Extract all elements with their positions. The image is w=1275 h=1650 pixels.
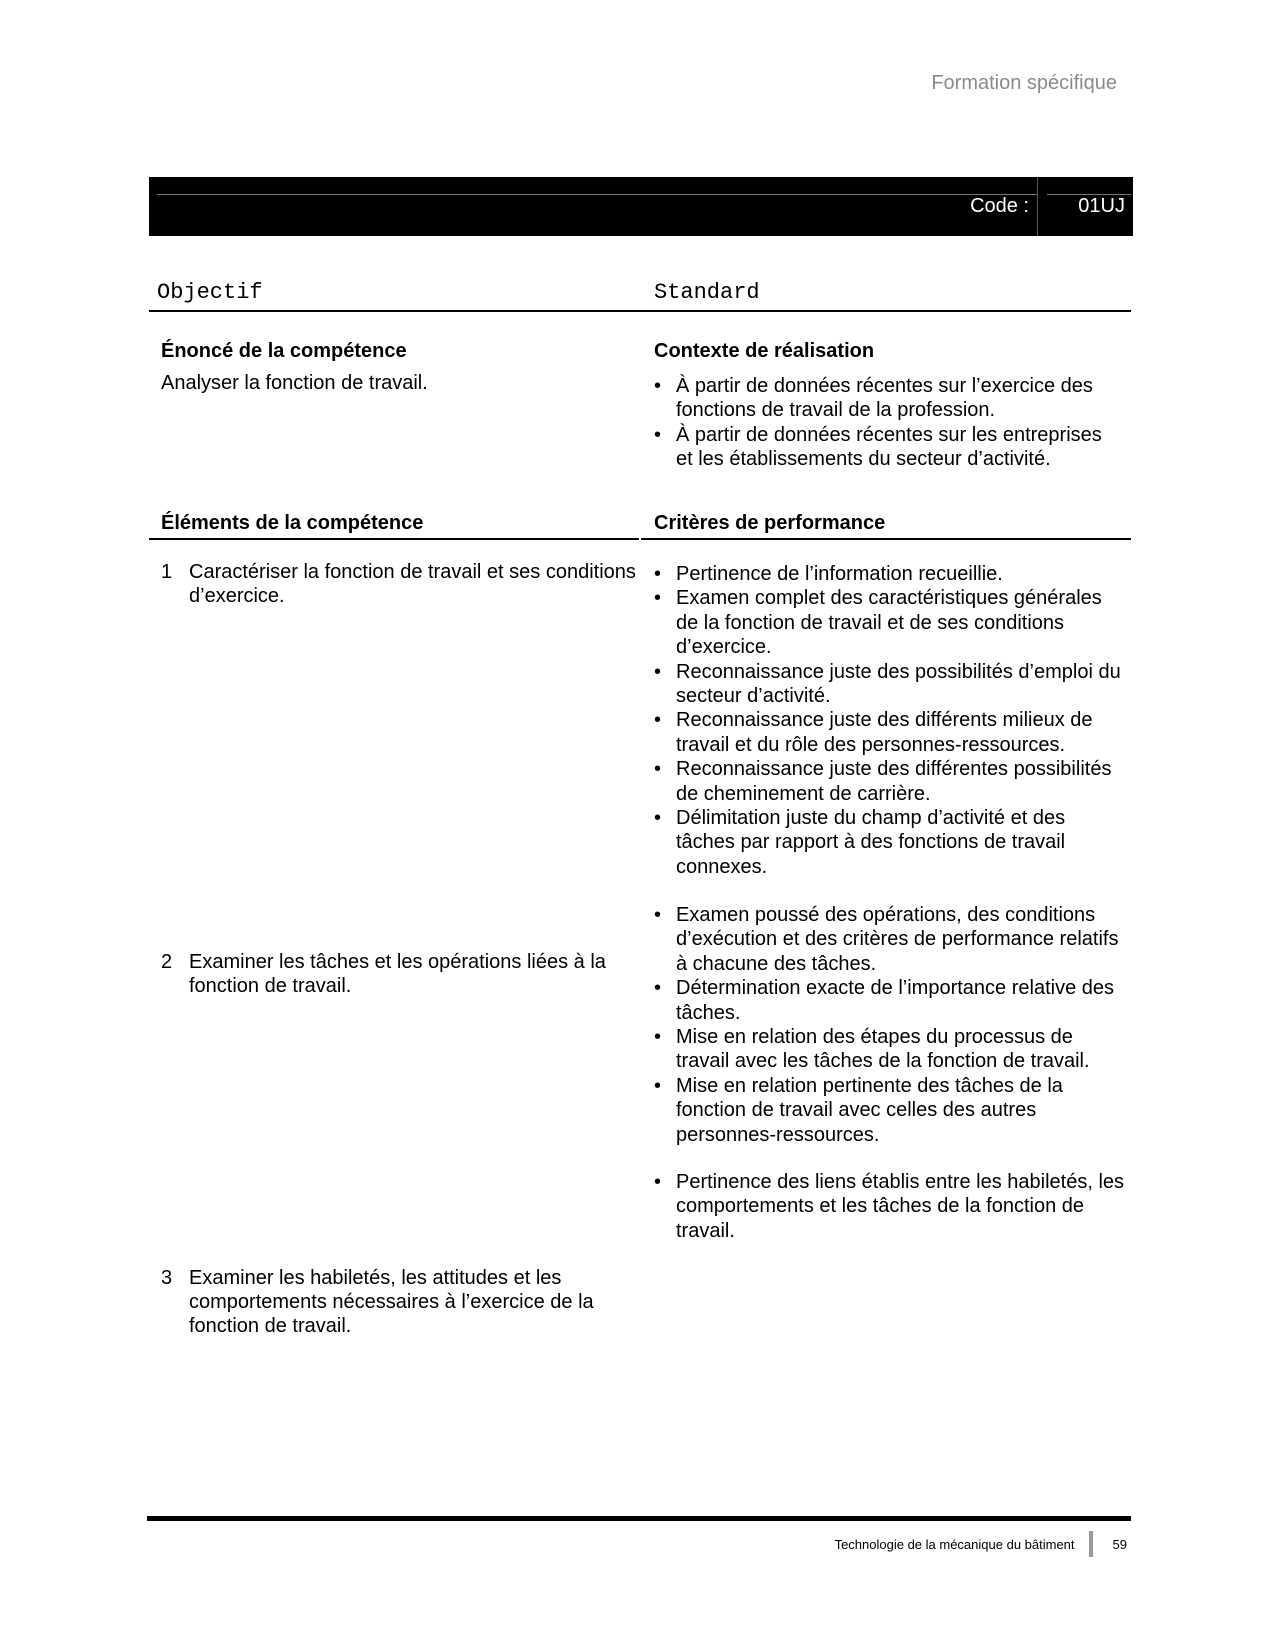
item-text: Reconnaissance juste des différentes possibilités de cheminement de carrière. [676, 758, 1112, 805]
element-text: Examiner les tâches et les opérations liées à la fonction de travail. [189, 950, 606, 998]
item-text: Examen poussé des opérations, des conditions d’exécution et des critères de performance relatifs à chacune des tâches. [676, 904, 1119, 975]
page-number: 59 [1112, 1536, 1127, 1552]
element-number: 2 [161, 950, 173, 973]
item-text: Examen complet des caractéristiques générales de la fonction de travail et de ses conditions d’exercice. [676, 587, 1102, 659]
item-text: Détermination exacte de l’importance relative des tâches. [676, 977, 1114, 1024]
footer [835, 1531, 1127, 1557]
item-text: Pertinence de l’information recueillie. [676, 563, 1003, 585]
code-bar [149, 177, 1133, 236]
contexte-list [654, 374, 1124, 472]
element-item [161, 950, 659, 999]
item-text: Délimitation juste du champ d’activité et des tâches par rapport à des fonctions de travail connexes. [676, 807, 1066, 878]
divider [1089, 1531, 1093, 1557]
element-item [161, 1266, 659, 1339]
divider [149, 538, 639, 540]
enonce-heading: Énoncé de la compétence [161, 340, 407, 362]
criteria-list [654, 903, 1129, 1147]
element-item [161, 560, 659, 609]
list-item: • Mise en relation des étapes du processus de travail avec les tâches de la fonction de travail. [654, 1026, 1090, 1073]
divider [1037, 177, 1038, 236]
running-header: Formation spécifique [931, 72, 1117, 94]
divider [149, 310, 1131, 312]
list-item: • Examen poussé des opérations, des conditions d’exécution et des critères de performance relatifs à chacune des tâches. [654, 904, 1119, 975]
list-item: • Reconnaissance juste des différentes possibilités de cheminement de carrière. [654, 758, 1112, 805]
element-number: 3 [161, 1266, 173, 1289]
code-value: 01UJ [1078, 195, 1125, 217]
list-item: • Examen complet des caractéristiques générales de la fonction de travail et de ses conditions d’exercice. [654, 587, 1102, 659]
list-item: • À partir de données récentes sur l’exercice des fonctions de travail de la profession. [654, 375, 1093, 422]
contexte-heading: Contexte de réalisation [654, 340, 875, 362]
item-text: À partir de données récentes sur l’exercice des fonctions de travail de la profession. [676, 375, 1093, 422]
list-item: • Délimitation juste du champ d’activité et des tâches par rapport à des fonctions de travail connexes. [654, 807, 1066, 878]
list-item: • Mise en relation pertinente des tâches de la fonction de travail avec celles des autres personnes-ressources. [654, 1074, 1063, 1146]
divider [641, 538, 1131, 540]
item-text: Mise en relation pertinente des tâches de la fonction de travail avec celles des autres personnes-ressources. [676, 1074, 1063, 1146]
column-heading-standard: Standard [654, 280, 760, 305]
element-text: Examiner les habiletés, les attitudes et les comportements nécessaires à l’exercice de la fonction de travail. [189, 1266, 594, 1338]
criteres-heading: Critères de performance [654, 512, 886, 534]
list-item: • Pertinence de l’information recueillie. [654, 563, 1003, 585]
column-heading-objectif: Objectif [157, 280, 263, 305]
footer-title: Technologie de la mécanique du bâtiment [834, 1536, 1075, 1552]
list-item: • Pertinence des liens établis entre les habiletés, les comportements et les tâches de la fonction de travail. [654, 1171, 1125, 1242]
enonce-text: Analyser la fonction de travail. [161, 372, 428, 394]
element-text: Caractériser la fonction de travail et ses conditions d’exercice. [189, 561, 636, 608]
divider [157, 194, 1037, 195]
list-item: • Reconnaissance juste des possibilités d’emploi du secteur d’activité. [654, 660, 1121, 708]
footer-rule [147, 1516, 1131, 1521]
item-text: Mise en relation des étapes du processus de travail avec les tâches de la fonction de travail. [676, 1026, 1090, 1073]
list-item: • À partir de données récentes sur les entreprises et les établissements du secteur d’activité. [654, 423, 1102, 471]
criteria-list [654, 1170, 1129, 1243]
element-number: 1 [161, 561, 173, 583]
list-item: • Reconnaissance juste des différents milieux de travail et du rôle des personnes-ressources. [654, 709, 1093, 756]
item-text: Pertinence des liens établis entre les habiletés, les comportements et les tâches de la fonction de travail. [676, 1171, 1125, 1242]
list-item: • Détermination exacte de l’importance relative des tâches. [654, 977, 1114, 1024]
code-label: Code : [970, 195, 1029, 217]
criteria-list [654, 562, 1129, 879]
elements-heading: Éléments de la compétence [161, 512, 424, 534]
item-text: Reconnaissance juste des différents milieux de travail et du rôle des personnes-ressources. [676, 709, 1093, 756]
item-text: Reconnaissance juste des possibilités d’emploi du secteur d’activité. [676, 660, 1121, 708]
item-text: À partir de données récentes sur les entreprises et les établissements du secteur d’activité. [676, 423, 1102, 471]
